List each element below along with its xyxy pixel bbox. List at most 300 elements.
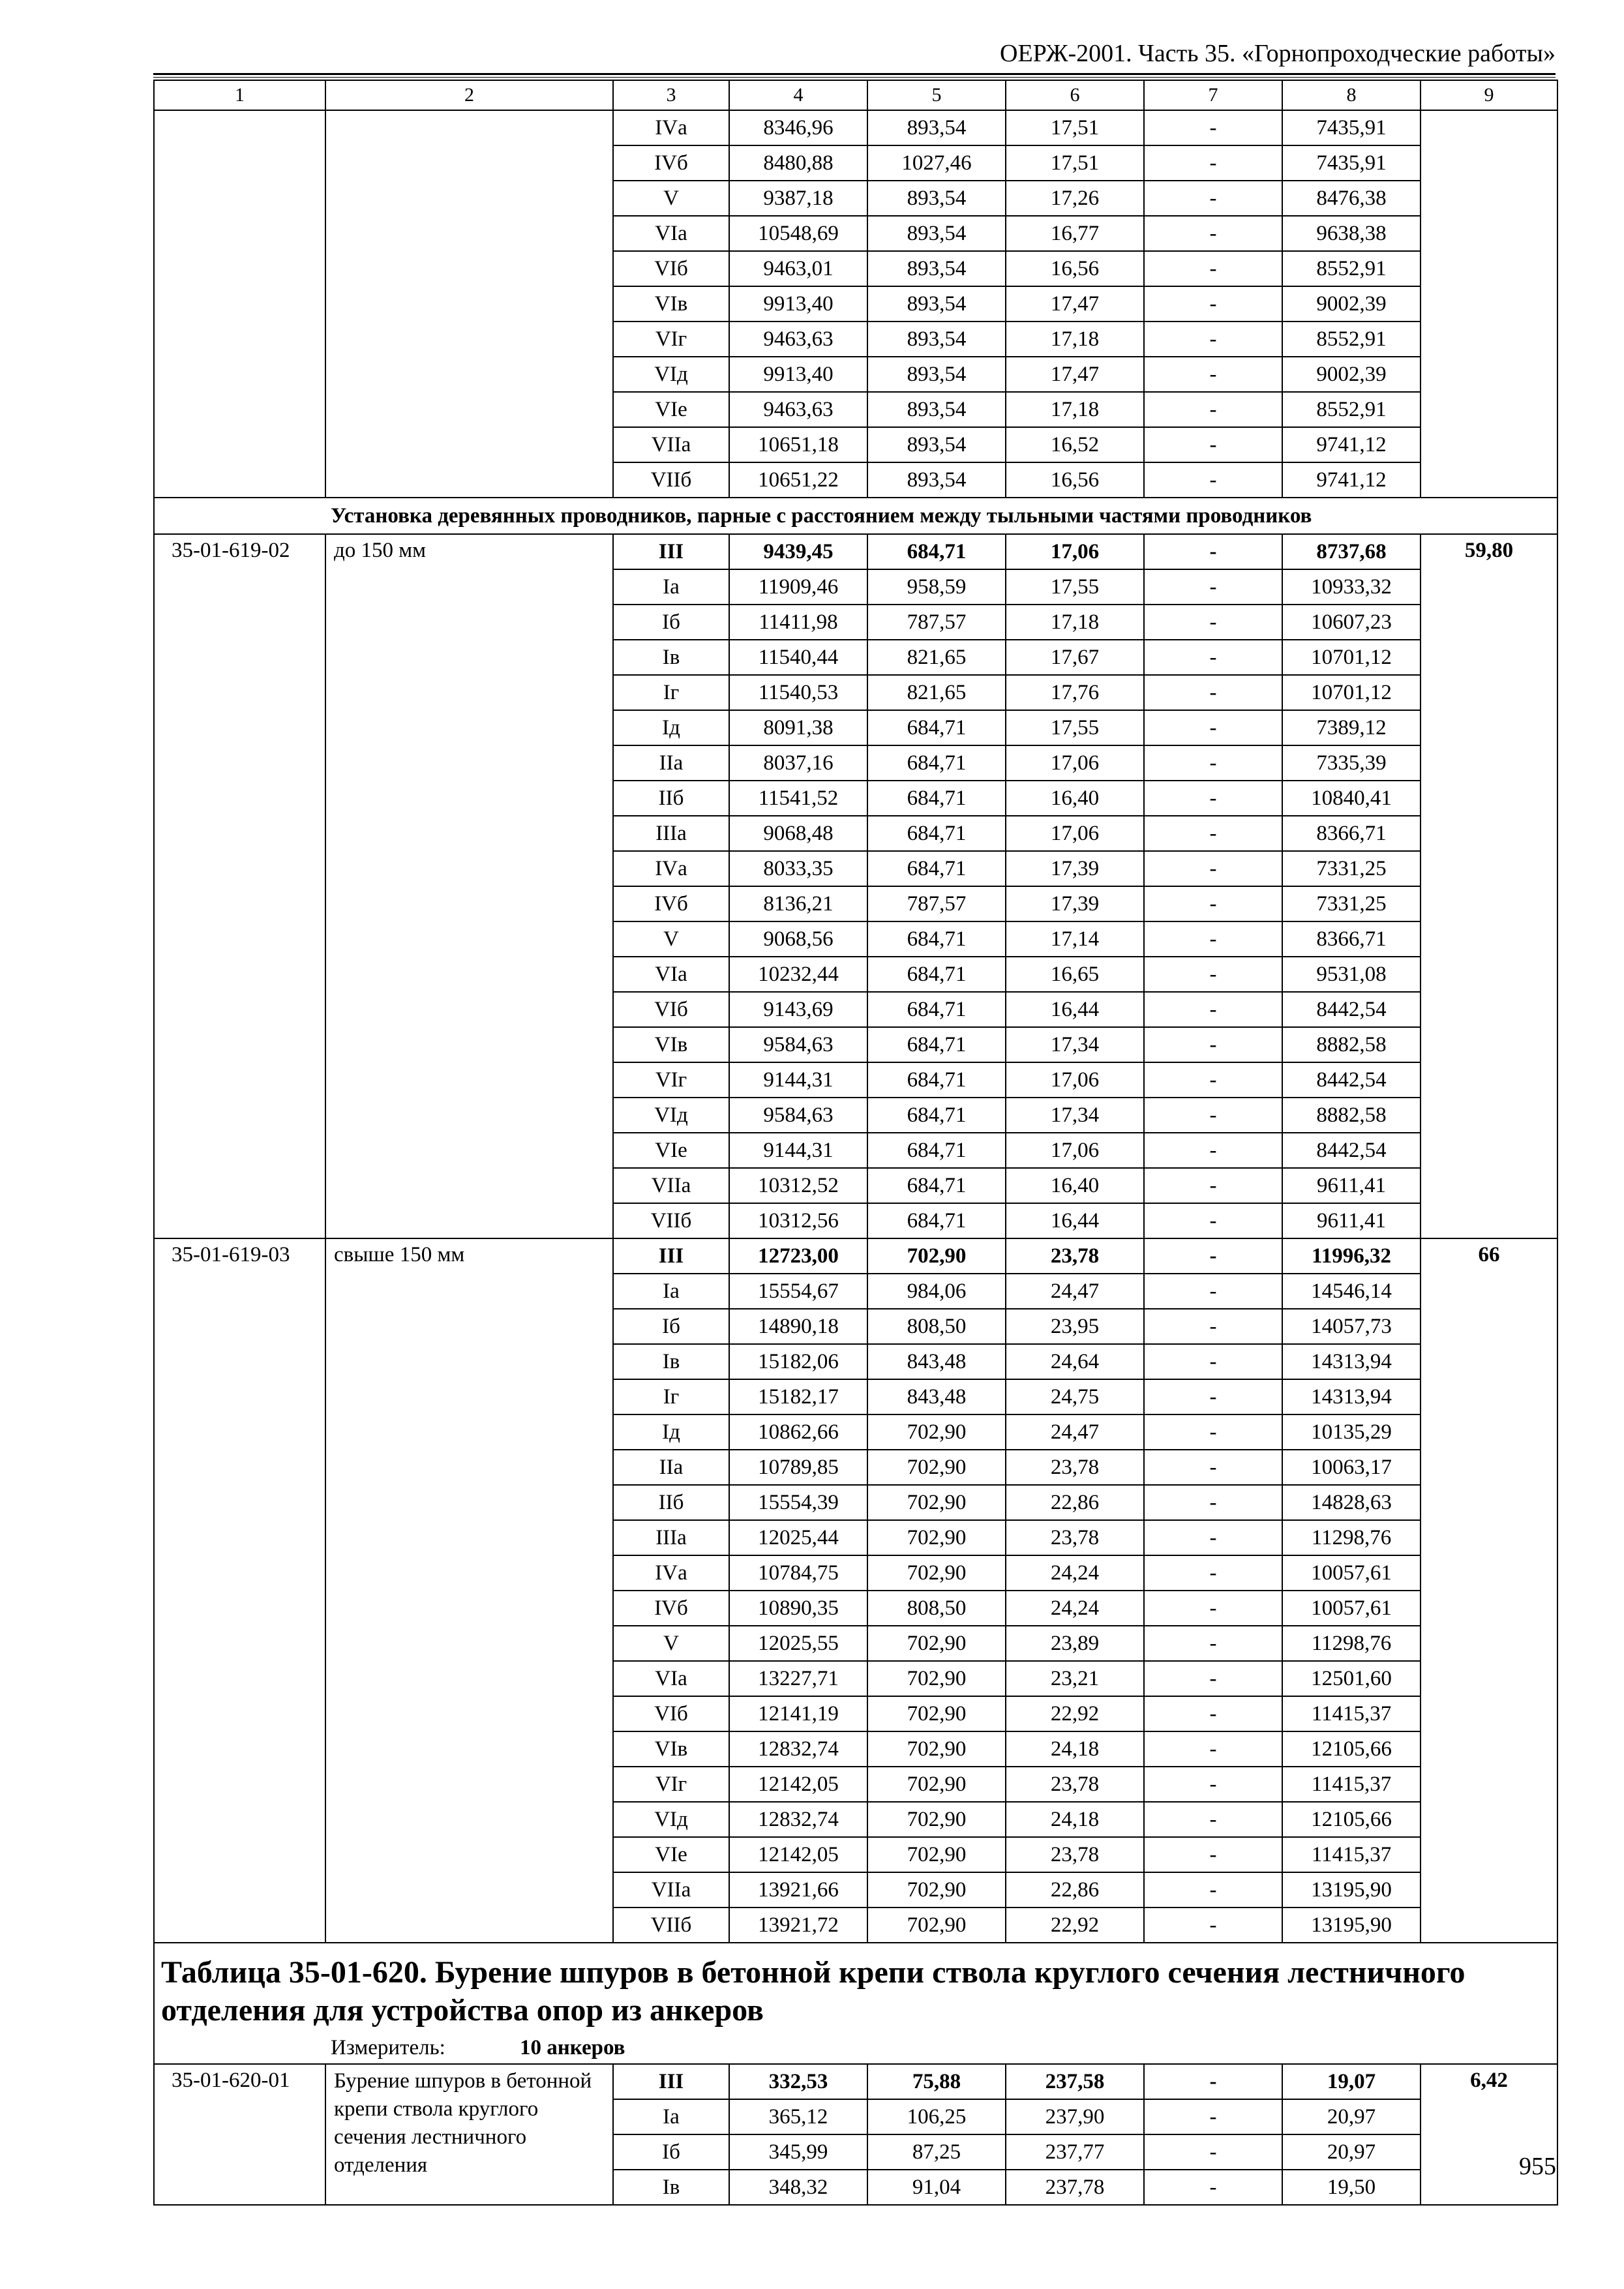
direct-cost-cell: 10890,35 <box>729 1591 867 1626</box>
wages-cell: 106,25 <box>867 2099 1006 2134</box>
machines-cell: 17,76 <box>1006 675 1144 710</box>
drivers-wages-cell: - <box>1144 2064 1282 2099</box>
materials-cell: 8442,54 <box>1282 1133 1421 1168</box>
direct-cost-cell: 12832,74 <box>729 1731 867 1767</box>
category-cell: IIа <box>613 745 729 781</box>
drivers-wages-cell: - <box>1144 992 1282 1027</box>
name-cell: до 150 мм <box>325 534 613 1238</box>
wages-cell: 684,71 <box>867 921 1006 957</box>
machines-cell: 16,44 <box>1006 1203 1144 1238</box>
category-cell: VIв <box>613 1731 729 1767</box>
category-cell: Iа <box>613 569 729 605</box>
meter-value: 10 анкеров <box>520 2036 625 2059</box>
wages-cell: 893,54 <box>867 392 1006 427</box>
direct-cost-cell: 13921,72 <box>729 1908 867 1943</box>
wages-cell: 684,71 <box>867 957 1006 992</box>
materials-cell: 12105,66 <box>1282 1802 1421 1837</box>
wages-cell: 702,90 <box>867 1450 1006 1485</box>
drivers-wages-cell: - <box>1144 251 1282 286</box>
category-cell: IVа <box>613 851 729 886</box>
machines-cell: 24,47 <box>1006 1414 1144 1450</box>
machines-cell: 24,47 <box>1006 1274 1144 1309</box>
wages-cell: 893,54 <box>867 216 1006 251</box>
drivers-wages-cell: - <box>1144 1908 1282 1943</box>
drivers-wages-cell: - <box>1144 886 1282 921</box>
category-cell: VIг <box>613 1767 729 1802</box>
name-cell-empty <box>325 110 613 498</box>
category-cell: VIа <box>613 1661 729 1696</box>
column-number: 4 <box>729 80 867 110</box>
table-row <box>154 534 1557 569</box>
materials-cell: 14313,94 <box>1282 1344 1421 1379</box>
drivers-wages-cell: - <box>1144 427 1282 462</box>
machines-cell: 23,21 <box>1006 1661 1144 1696</box>
drivers-wages-cell: - <box>1144 781 1282 816</box>
wages-cell: 893,54 <box>867 181 1006 216</box>
machines-cell: 17,06 <box>1006 534 1144 569</box>
category-cell: VIе <box>613 1837 729 1872</box>
column-number: 7 <box>1144 80 1282 110</box>
materials-cell: 8366,71 <box>1282 816 1421 851</box>
machines-cell: 23,78 <box>1006 1837 1144 1872</box>
wages-cell: 702,90 <box>867 1555 1006 1591</box>
wages-cell: 684,71 <box>867 1098 1006 1133</box>
wages-cell: 684,71 <box>867 781 1006 816</box>
materials-cell: 9741,12 <box>1282 427 1421 462</box>
column-number: 9 <box>1421 80 1557 110</box>
machines-cell: 17,14 <box>1006 921 1144 957</box>
category-cell: VIб <box>613 1696 729 1731</box>
category-cell: VIIб <box>613 1908 729 1943</box>
direct-cost-cell: 10312,52 <box>729 1168 867 1203</box>
machines-cell: 237,78 <box>1006 2170 1144 2205</box>
table-title: Таблица 35-01-620. Бурение шпуров в бетонной крепи ствола круглого сечения лестничного отделения для устройства опор из анкеров <box>154 1943 1557 2032</box>
materials-cell: 20,97 <box>1282 2134 1421 2170</box>
section-heading: Установка деревянных проводников, парные с расстоянием между тыльными частями проводников <box>154 498 1557 534</box>
direct-cost-cell: 345,99 <box>729 2134 867 2170</box>
materials-cell: 8737,68 <box>1282 534 1421 569</box>
machines-cell: 17,51 <box>1006 110 1144 145</box>
category-cell: VIе <box>613 1133 729 1168</box>
wages-cell: 702,90 <box>867 1661 1006 1696</box>
direct-cost-cell: 9387,18 <box>729 181 867 216</box>
drivers-wages-cell: - <box>1144 1133 1282 1168</box>
name-cell: свыше 150 мм <box>325 1238 613 1943</box>
wages-cell: 702,90 <box>867 1238 1006 1274</box>
wages-cell: 702,90 <box>867 1837 1006 1872</box>
category-cell: III <box>613 1238 729 1274</box>
column-number: 1 <box>154 80 325 110</box>
category-cell: IVб <box>613 1591 729 1626</box>
category-cell: Iв <box>613 2170 729 2205</box>
drivers-wages-cell: - <box>1144 816 1282 851</box>
machines-cell: 17,06 <box>1006 1133 1144 1168</box>
category-cell: Iв <box>613 1344 729 1379</box>
direct-cost-cell: 9144,31 <box>729 1133 867 1168</box>
category-cell: Iа <box>613 2099 729 2134</box>
wages-cell: 87,25 <box>867 2134 1006 2170</box>
drivers-wages-cell: - <box>1144 1802 1282 1837</box>
code-cell: 35-01-620-01 <box>154 2064 325 2205</box>
labor-cell: 59,80 <box>1421 534 1557 1238</box>
direct-cost-cell: 9584,63 <box>729 1027 867 1062</box>
drivers-wages-cell: - <box>1144 216 1282 251</box>
materials-cell: 10701,12 <box>1282 640 1421 675</box>
drivers-wages-cell: - <box>1144 2170 1282 2205</box>
wages-cell: 893,54 <box>867 110 1006 145</box>
materials-cell: 13195,90 <box>1282 1908 1421 1943</box>
direct-cost-cell: 10651,18 <box>729 427 867 462</box>
machines-cell: 22,92 <box>1006 1696 1144 1731</box>
wages-cell: 787,57 <box>867 886 1006 921</box>
category-cell: IVб <box>613 886 729 921</box>
machines-cell: 22,86 <box>1006 1485 1144 1520</box>
machines-cell: 23,78 <box>1006 1238 1144 1274</box>
drivers-wages-cell: - <box>1144 1731 1282 1767</box>
table-row <box>154 110 1557 145</box>
direct-cost-cell: 14890,18 <box>729 1309 867 1344</box>
wages-cell: 684,71 <box>867 851 1006 886</box>
materials-cell: 8552,91 <box>1282 322 1421 357</box>
direct-cost-cell: 13227,71 <box>729 1661 867 1696</box>
machines-cell: 17,34 <box>1006 1027 1144 1062</box>
direct-cost-cell: 10232,44 <box>729 957 867 992</box>
drivers-wages-cell: - <box>1144 851 1282 886</box>
direct-cost-cell: 13921,66 <box>729 1872 867 1908</box>
meter-row <box>154 2032 1557 2064</box>
materials-cell: 20,97 <box>1282 2099 1421 2134</box>
machines-cell: 17,06 <box>1006 816 1144 851</box>
materials-cell: 9741,12 <box>1282 462 1421 498</box>
column-number: 5 <box>867 80 1006 110</box>
materials-cell: 8552,91 <box>1282 251 1421 286</box>
drivers-wages-cell: - <box>1144 145 1282 181</box>
direct-cost-cell: 9463,01 <box>729 251 867 286</box>
direct-cost-cell: 10548,69 <box>729 216 867 251</box>
materials-cell: 10057,61 <box>1282 1591 1421 1626</box>
category-cell: VIе <box>613 392 729 427</box>
direct-cost-cell: 9143,69 <box>729 992 867 1027</box>
machines-cell: 24,18 <box>1006 1802 1144 1837</box>
machines-cell: 237,77 <box>1006 2134 1144 2170</box>
category-cell: Iб <box>613 1309 729 1344</box>
labor-cell-empty <box>1421 110 1557 498</box>
drivers-wages-cell: - <box>1144 569 1282 605</box>
category-cell: V <box>613 181 729 216</box>
rates-table <box>153 80 1558 2206</box>
machines-cell: 17,06 <box>1006 1062 1144 1098</box>
drivers-wages-cell: - <box>1144 1379 1282 1414</box>
category-cell: V <box>613 921 729 957</box>
machines-cell: 17,18 <box>1006 605 1144 640</box>
wages-cell: 702,90 <box>867 1767 1006 1802</box>
category-cell: III <box>613 2064 729 2099</box>
wages-cell: 91,04 <box>867 2170 1006 2205</box>
code-cell: 35-01-619-03 <box>154 1238 325 1943</box>
category-cell: VIIа <box>613 1872 729 1908</box>
wages-cell: 75,88 <box>867 2064 1006 2099</box>
drivers-wages-cell: - <box>1144 1203 1282 1238</box>
materials-cell: 7331,25 <box>1282 851 1421 886</box>
machines-cell: 17,18 <box>1006 392 1144 427</box>
materials-cell: 10057,61 <box>1282 1555 1421 1591</box>
category-cell: VIIа <box>613 427 729 462</box>
direct-cost-cell: 12025,55 <box>729 1626 867 1661</box>
drivers-wages-cell: - <box>1144 1626 1282 1661</box>
machines-cell: 24,24 <box>1006 1555 1144 1591</box>
category-cell: VIд <box>613 1802 729 1837</box>
category-cell: IIа <box>613 1450 729 1485</box>
wages-cell: 893,54 <box>867 462 1006 498</box>
materials-cell: 11415,37 <box>1282 1767 1421 1802</box>
direct-cost-cell: 9144,31 <box>729 1062 867 1098</box>
category-cell: III <box>613 534 729 569</box>
materials-cell: 13195,90 <box>1282 1872 1421 1908</box>
materials-cell: 10933,32 <box>1282 569 1421 605</box>
drivers-wages-cell: - <box>1144 1837 1282 1872</box>
drivers-wages-cell: - <box>1144 1062 1282 1098</box>
direct-cost-cell: 348,32 <box>729 2170 867 2205</box>
category-cell: VIIб <box>613 462 729 498</box>
direct-cost-cell: 10789,85 <box>729 1450 867 1485</box>
wages-cell: 702,90 <box>867 1731 1006 1767</box>
direct-cost-cell: 8346,96 <box>729 110 867 145</box>
category-cell: VIг <box>613 322 729 357</box>
materials-cell: 10607,23 <box>1282 605 1421 640</box>
meter-cell <box>154 2032 1557 2064</box>
drivers-wages-cell: - <box>1144 1098 1282 1133</box>
direct-cost-cell: 12141,19 <box>729 1696 867 1731</box>
drivers-wages-cell: - <box>1144 462 1282 498</box>
drivers-wages-cell: - <box>1144 675 1282 710</box>
direct-cost-cell: 9463,63 <box>729 392 867 427</box>
materials-cell: 7435,91 <box>1282 110 1421 145</box>
rates-table-body <box>154 80 1557 2205</box>
wages-cell: 821,65 <box>867 675 1006 710</box>
wages-cell: 684,71 <box>867 816 1006 851</box>
machines-cell: 17,67 <box>1006 640 1144 675</box>
direct-cost-cell: 15554,67 <box>729 1274 867 1309</box>
materials-cell: 9611,41 <box>1282 1168 1421 1203</box>
wages-cell: 1027,46 <box>867 145 1006 181</box>
machines-cell: 17,34 <box>1006 1098 1144 1133</box>
drivers-wages-cell: - <box>1144 1344 1282 1379</box>
direct-cost-cell: 9913,40 <box>729 357 867 392</box>
drivers-wages-cell: - <box>1144 1520 1282 1555</box>
wages-cell: 893,54 <box>867 427 1006 462</box>
machines-cell: 23,78 <box>1006 1520 1144 1555</box>
machines-cell: 17,55 <box>1006 710 1144 745</box>
materials-cell: 10135,29 <box>1282 1414 1421 1450</box>
wages-cell: 702,90 <box>867 1485 1006 1520</box>
machines-cell: 16,65 <box>1006 957 1144 992</box>
machines-cell: 17,51 <box>1006 145 1144 181</box>
drivers-wages-cell: - <box>1144 1238 1282 1274</box>
direct-cost-cell: 12142,05 <box>729 1837 867 1872</box>
machines-cell: 17,47 <box>1006 357 1144 392</box>
materials-cell: 9638,38 <box>1282 216 1421 251</box>
direct-cost-cell: 10312,56 <box>729 1203 867 1238</box>
materials-cell: 9002,39 <box>1282 357 1421 392</box>
table-title-row <box>154 1943 1557 2032</box>
direct-cost-cell: 8091,38 <box>729 710 867 745</box>
materials-cell: 8442,54 <box>1282 992 1421 1027</box>
code-cell-empty <box>154 110 325 498</box>
wages-cell: 821,65 <box>867 640 1006 675</box>
direct-cost-cell: 11540,44 <box>729 640 867 675</box>
materials-cell: 10701,12 <box>1282 675 1421 710</box>
direct-cost-cell: 8136,21 <box>729 886 867 921</box>
drivers-wages-cell: - <box>1144 1767 1282 1802</box>
category-cell: Iа <box>613 1274 729 1309</box>
direct-cost-cell: 9584,63 <box>729 1098 867 1133</box>
drivers-wages-cell: - <box>1144 1591 1282 1626</box>
drivers-wages-cell: - <box>1144 1485 1282 1520</box>
category-cell: IVа <box>613 110 729 145</box>
drivers-wages-cell: - <box>1144 605 1282 640</box>
machines-cell: 22,86 <box>1006 1872 1144 1908</box>
meter-label: Измеритель: <box>331 2036 445 2059</box>
direct-cost-cell: 365,12 <box>729 2099 867 2134</box>
category-cell: Iг <box>613 675 729 710</box>
machines-cell: 17,47 <box>1006 286 1144 322</box>
column-number: 6 <box>1006 80 1144 110</box>
table-row <box>154 1238 1557 1274</box>
machines-cell: 23,95 <box>1006 1309 1144 1344</box>
category-cell: VIг <box>613 1062 729 1098</box>
drivers-wages-cell: - <box>1144 322 1282 357</box>
wages-cell: 684,71 <box>867 745 1006 781</box>
direct-cost-cell: 10651,22 <box>729 462 867 498</box>
direct-cost-cell: 11411,98 <box>729 605 867 640</box>
machines-cell: 17,39 <box>1006 886 1144 921</box>
direct-cost-cell: 9463,63 <box>729 322 867 357</box>
category-cell: VIв <box>613 1027 729 1062</box>
category-cell: Iв <box>613 640 729 675</box>
drivers-wages-cell: - <box>1144 181 1282 216</box>
wages-cell: 684,71 <box>867 1133 1006 1168</box>
drivers-wages-cell: - <box>1144 921 1282 957</box>
category-cell: IVб <box>613 145 729 181</box>
wages-cell: 808,50 <box>867 1591 1006 1626</box>
wages-cell: 702,90 <box>867 1696 1006 1731</box>
machines-cell: 16,56 <box>1006 251 1144 286</box>
wages-cell: 702,90 <box>867 1626 1006 1661</box>
direct-cost-cell: 11909,46 <box>729 569 867 605</box>
materials-cell: 12501,60 <box>1282 1661 1421 1696</box>
direct-cost-cell: 8480,88 <box>729 145 867 181</box>
direct-cost-cell: 12025,44 <box>729 1520 867 1555</box>
drivers-wages-cell: - <box>1144 2134 1282 2170</box>
machines-cell: 16,40 <box>1006 1168 1144 1203</box>
column-number: 3 <box>613 80 729 110</box>
machines-cell: 16,40 <box>1006 781 1144 816</box>
drivers-wages-cell: - <box>1144 1450 1282 1485</box>
machines-cell: 16,56 <box>1006 462 1144 498</box>
labor-cell: 6,42 <box>1421 2064 1557 2205</box>
wages-cell: 893,54 <box>867 357 1006 392</box>
category-cell: VIIб <box>613 1203 729 1238</box>
materials-cell: 8882,58 <box>1282 1027 1421 1062</box>
category-cell: VIв <box>613 286 729 322</box>
drivers-wages-cell: - <box>1144 1414 1282 1450</box>
materials-cell: 7389,12 <box>1282 710 1421 745</box>
direct-cost-cell: 15182,17 <box>729 1379 867 1414</box>
direct-cost-cell: 15554,39 <box>729 1485 867 1520</box>
direct-cost-cell: 15182,06 <box>729 1344 867 1379</box>
drivers-wages-cell: - <box>1144 710 1282 745</box>
machines-cell: 24,64 <box>1006 1344 1144 1379</box>
drivers-wages-cell: - <box>1144 392 1282 427</box>
header-rule-thin <box>153 77 1556 78</box>
materials-cell: 9002,39 <box>1282 286 1421 322</box>
category-cell: IIIа <box>613 816 729 851</box>
wages-cell: 808,50 <box>867 1309 1006 1344</box>
column-numbers-row <box>154 80 1557 110</box>
category-cell: VIб <box>613 992 729 1027</box>
code-cell: 35-01-619-02 <box>154 534 325 1238</box>
materials-cell: 11298,76 <box>1282 1626 1421 1661</box>
wages-cell: 702,90 <box>867 1908 1006 1943</box>
drivers-wages-cell: - <box>1144 957 1282 992</box>
direct-cost-cell: 9068,48 <box>729 816 867 851</box>
machines-cell: 17,55 <box>1006 569 1144 605</box>
category-cell: VIд <box>613 357 729 392</box>
materials-cell: 12105,66 <box>1282 1731 1421 1767</box>
materials-cell: 8442,54 <box>1282 1062 1421 1098</box>
category-cell: Iб <box>613 605 729 640</box>
header-rule-thick <box>153 73 1556 75</box>
page-number: 955 <box>1519 2153 1556 2180</box>
materials-cell: 14313,94 <box>1282 1379 1421 1414</box>
wages-cell: 958,59 <box>867 569 1006 605</box>
category-cell: IIб <box>613 1485 729 1520</box>
category-cell: V <box>613 1626 729 1661</box>
wages-cell: 684,71 <box>867 1168 1006 1203</box>
table-row <box>154 2064 1557 2099</box>
materials-cell: 14546,14 <box>1282 1274 1421 1309</box>
machines-cell: 24,24 <box>1006 1591 1144 1626</box>
drivers-wages-cell: - <box>1144 1309 1282 1344</box>
materials-cell: 11996,32 <box>1282 1238 1421 1274</box>
direct-cost-cell: 11541,52 <box>729 781 867 816</box>
direct-cost-cell: 10862,66 <box>729 1414 867 1450</box>
materials-cell: 11415,37 <box>1282 1696 1421 1731</box>
machines-cell: 17,06 <box>1006 745 1144 781</box>
wages-cell: 702,90 <box>867 1414 1006 1450</box>
materials-cell: 7335,39 <box>1282 745 1421 781</box>
category-cell: VIа <box>613 216 729 251</box>
category-cell: VIд <box>613 1098 729 1133</box>
materials-cell: 8366,71 <box>1282 921 1421 957</box>
wages-cell: 702,90 <box>867 1872 1006 1908</box>
materials-cell: 8882,58 <box>1282 1098 1421 1133</box>
machines-cell: 16,52 <box>1006 427 1144 462</box>
wages-cell: 684,71 <box>867 534 1006 569</box>
category-cell: VIIа <box>613 1168 729 1203</box>
materials-cell: 14828,63 <box>1282 1485 1421 1520</box>
category-cell: IVа <box>613 1555 729 1591</box>
category-cell: IIIа <box>613 1520 729 1555</box>
direct-cost-cell: 9439,45 <box>729 534 867 569</box>
wages-cell: 893,54 <box>867 322 1006 357</box>
drivers-wages-cell: - <box>1144 2099 1282 2134</box>
machines-cell: 16,77 <box>1006 216 1144 251</box>
materials-cell: 7435,91 <box>1282 145 1421 181</box>
direct-cost-cell: 10784,75 <box>729 1555 867 1591</box>
labor-cell: 66 <box>1421 1238 1557 1943</box>
direct-cost-cell: 332,53 <box>729 2064 867 2099</box>
